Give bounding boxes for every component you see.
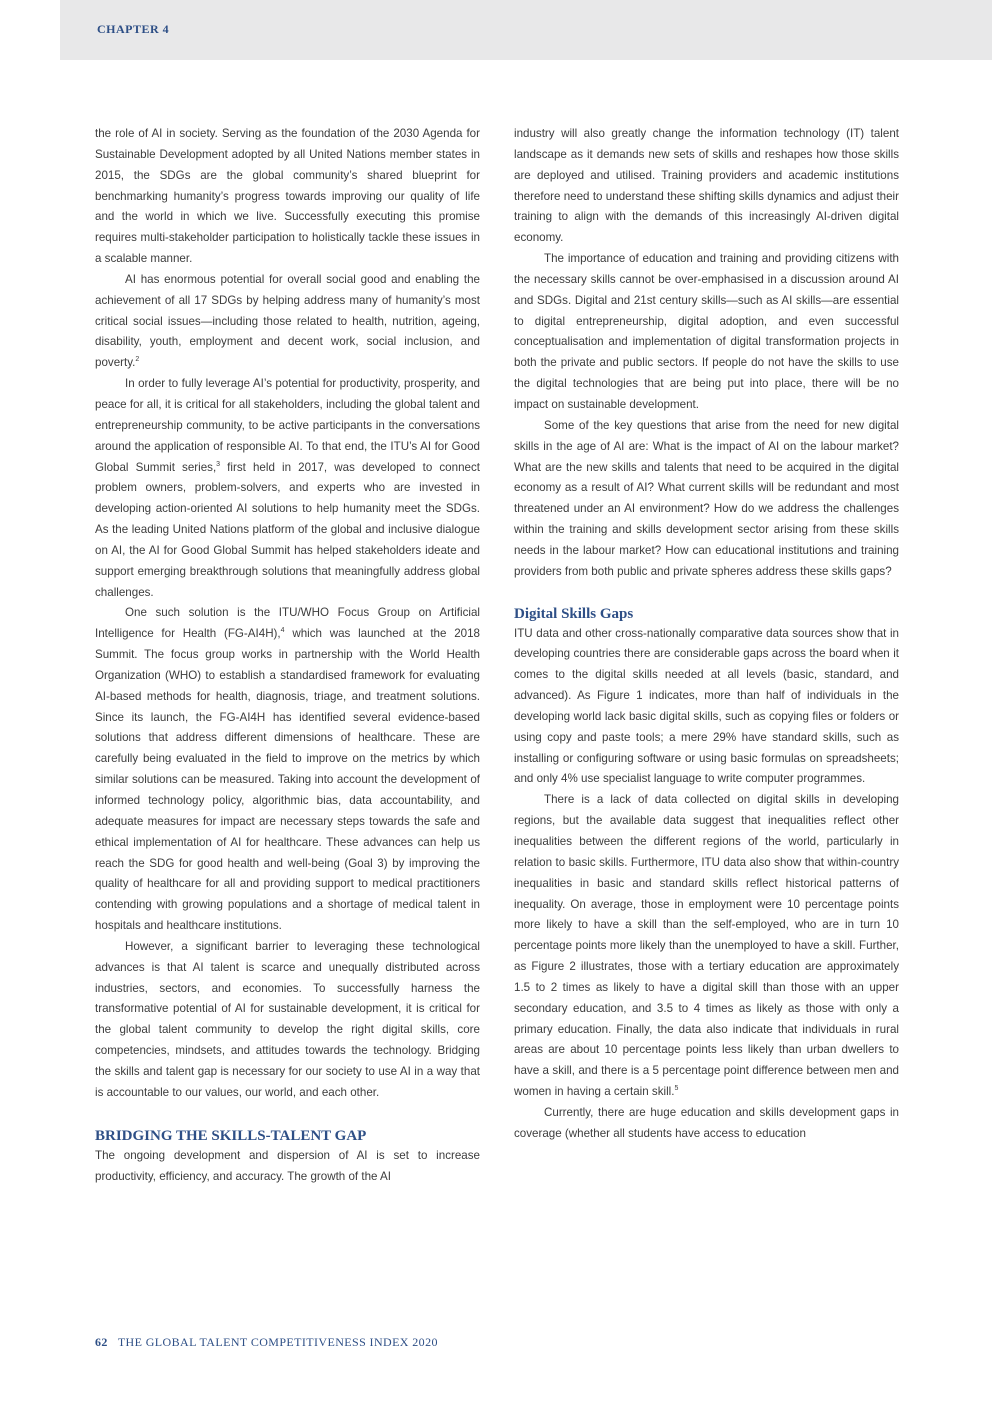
paragraph [95, 374, 480, 603]
paragraph: However, a significant barrier to leveraging these technological advances is that AI talent is scarce and unequally distributed across industries, sectors, and economies. To successfully harness the transformative potential of AI for sustainable development, it is critical for the global talent community to develop the right digital skills, core competencies, mindsets, and attitudes towards the technology. Bridging the skills and talent gap is necessary for our society to use AI in a way that is accountable to our values, our world, and each other. [95, 939, 480, 1099]
page-footer [95, 1335, 438, 1350]
chapter-label: CHAPTER 4 [97, 22, 170, 36]
right-column [514, 124, 899, 1145]
paragraph-text: first held in 2017, was developed to connect problem owners, problem-solvers, and experts who are invested in developing action-oriented AI solutions to help humanity meet the SDGs. As the leading United Nations platform of the global and inclusive dialogue on AI, the AI for Good Global Summit has helped stakeholders ideate and support emerging breakthrough solutions that meaningfully address global challenges. [95, 460, 480, 599]
section-heading: BRIDGING THE SKILLS-TALENT GAP [95, 1127, 367, 1144]
page-number: 62 [95, 1335, 108, 1349]
paragraph: The importance of education and training and providing citizens with the necessary skills cannot be over-emphasised in a discussion around AI and SDGs. Digital and 21st century skills—such as AI skills—are essential to digital entrepreneurship, digital adoption, and even successful conceptualisation and implementation of digital transformation projects in both the private and public sectors. If people do not have the skills to use the digital technologies that are being put into place, there will be no impact on sustainable development. [514, 252, 899, 411]
section-heading: Digital Skills Gaps [514, 605, 634, 622]
paragraph-text: AI has enormous potential for overall social good and enabling the achievement of all 17 SDGs by helping address many of humanity’s most critical social issues—including those related to health, nutrition, ageing, disability, youth, employment and decent work, social inclusion, and poverty. [95, 272, 480, 370]
paragraph: Some of the key questions that arise from the need for new digital skills in the age of AI are: What is the impact of AI on the labour market? What are the new skills and talents that need to be acquired in the digital economy as a result of AI? What current skills will be redundant and most threatened under an AI environment? How do we address the challenges within the training and skills development sector arising from these skills needs in the labour market? How can educational institutions and training providers from both public and private spheres address these skills gaps? [514, 418, 899, 578]
footnote-ref[interactable]: 2 [135, 356, 140, 364]
footnote-ref[interactable]: 4 [280, 627, 285, 635]
paragraph: industry will also greatly change the information technology (IT) talent landscape as it demands new sets of skills and reshapes how those skills are deployed and utilised. Training providers and academic institutions therefore need to understand these shifting skills dynamics and adjust their training to align with the demands of this increasingly AI-driven digital economy. [514, 127, 899, 245]
paragraph: ITU data and other cross-nationally comparative data sources show that in developing countries there are considerable gaps across the board when it comes to the digital skills needed at all levels (basic, standard, and advanced). As Figure 1 indicates, more than half of individuals in the developing world lack basic digital skills, such as copying files or folders or using copy and paste tools; a mere 29% have standard skills, such as installing or configuring software or using basic formulas on spreadsheets; and only 4% use specialist language to write computer programmes. [514, 626, 899, 786]
footnote-ref[interactable]: 3 [216, 460, 221, 468]
paragraph [95, 270, 480, 374]
paragraph-text: There is a lack of data collected on digital skills in developing regions, but the available data suggest that inequalities reflect other inequalities between the different regions of the world, particularly in relation to basic skills. Furthermore, ITU data also show that within-country inequalities in basic and standard skills reflect historical patterns of inequality. On average, those in employment were 10 percentage points more likely to have a skill than the self-employed, who are in turn 10 percentage points more likely than the unemployed to have a skill. Further, as Figure 2 illustrates, those with a tertiary education are approximately 1.5 to 2 times as likely to have a digital skill than those with an upper secondary education, and 3.5 to 4 times as likely as those with only a primary education. Finally, the data also indicate that individuals in rural areas are about 10 percentage points less likely than urban dwellers to have a skill, and there is a 5 percentage point difference between men and women in having a certain skill. [514, 793, 899, 1099]
paragraph: The ongoing development and dispersion of AI is set to increase productivity, efficiency, and accuracy. The growth of the AI [95, 1148, 480, 1183]
header-band [60, 0, 992, 60]
paragraph [514, 790, 899, 1103]
paragraph: Currently, there are huge education and skills development gaps in coverage (whether all students have access to education [514, 1105, 899, 1140]
footnote-ref[interactable]: 5 [674, 1085, 679, 1093]
paragraph: the role of AI in society. Serving as the foundation of the 2030 Agenda for Sustainable Development adopted by all United Nations member states in 2015, the SDGs are the global community’s shared blueprint for benchmarking humanity’s progress towards improving our quality of life and the world in which we live. Successfully executing this promise requires multi-stakeholder participation to holistically tackle these issues in a scalable manner. [95, 127, 480, 266]
paragraph-text: which was launched at the 2018 Summit. The focus group works in partnership with the World Health Organization (WHO) to establish a standardised framework for evaluating AI-based methods for health, diagnosis, triage, and treatment solutions. Since its launch, the FG-AI4H has identified several evidence-based solutions that address different dimensions of healthcare. These are carefully being evaluated in the field to improve on the metrics by which similar solutions can be measured. Taking into account the development of informed technology policy, algorithmic bias, data accountability, and adequate measures for impact are necessary steps towards the safe and ethical implementation of AI for healthcare. These advances can help us reach the SDG for good health and well-being (Goal 3) by improving the quality of healthcare for all and providing support to medical practitioners contending with growing populations and a shortage of medical talent in hospitals and healthcare institutions. [95, 627, 480, 933]
publication-title: THE GLOBAL TALENT COMPETITIVENESS INDEX 2020 [117, 1335, 438, 1349]
paragraph [95, 603, 480, 937]
paragraph-text: In order to fully leverage AI’s potential for productivity, prosperity, and peace for all, it is critical for all stakeholders, including the global talent and entrepreneurship community, to be active participants in the conversations around the application of responsible AI. To that end, the ITU’s AI for Good Global Summit series, [95, 377, 480, 474]
paragraph-text: One such solution is the ITU/WHO Focus Group on Artificial Intelligence for Health (FG-AI4H), [95, 606, 480, 641]
left-column [95, 124, 480, 1187]
